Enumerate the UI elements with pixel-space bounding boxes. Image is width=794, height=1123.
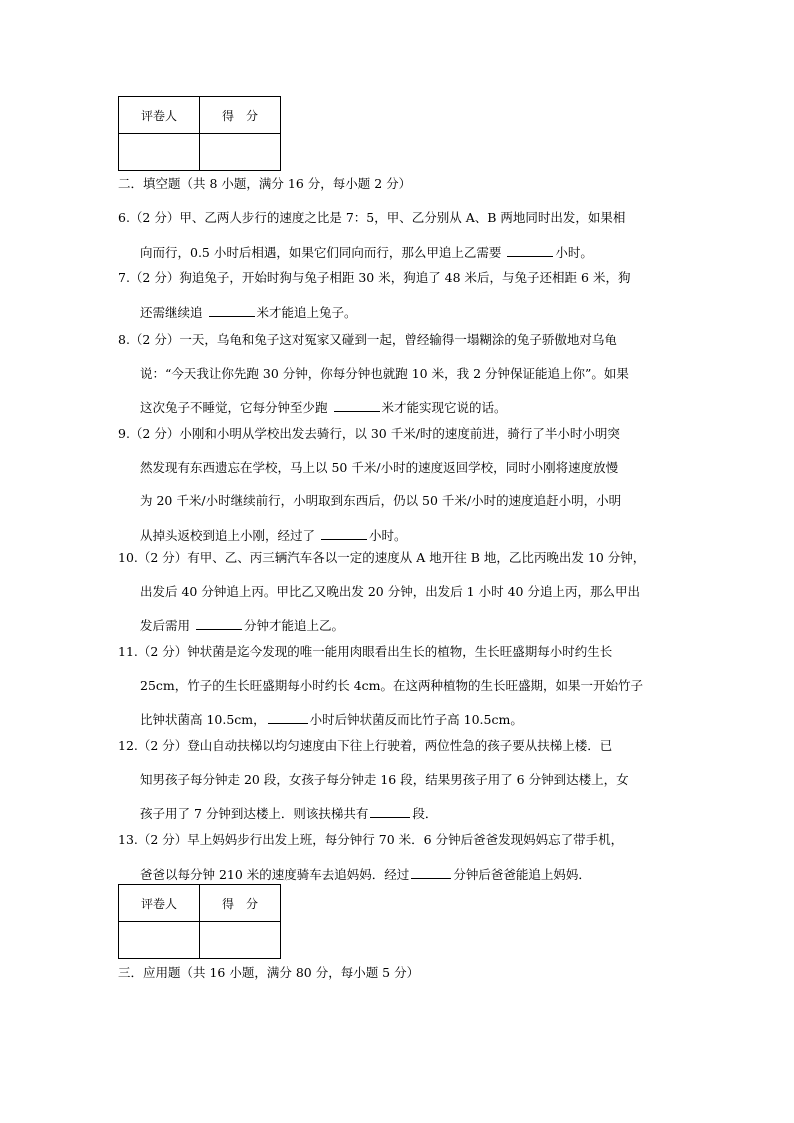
score-header: 得 分 bbox=[200, 885, 281, 922]
answer-blank[interactable] bbox=[268, 709, 308, 724]
answer-blank[interactable] bbox=[209, 302, 255, 317]
question-text: 小时。 bbox=[369, 527, 407, 543]
question-line: 8.（2 分）一天，乌龟和兔子这对冤家又碰到一起，曾经输得一塌糊涂的兔子骄傲地对乌龟 bbox=[118, 332, 617, 347]
score-header: 得 分 bbox=[200, 97, 281, 134]
question-line: 说：“今天我让你先跑 30 分钟，你每分钟也就跑 10 米，我 2 分钟保证能追上你”。如果 bbox=[140, 365, 629, 381]
question-line: 9.（2 分）小刚和小明从学校出发去骑行，以 30 千米/时的速度前进，骑行了半小时小明突 bbox=[118, 426, 620, 441]
question-line: 出发后 40 分钟追上丙。甲比乙又晚出发 20 分钟，出发后 1 小时 40 分追上丙，那么甲出 bbox=[140, 583, 640, 599]
question-7 bbox=[118, 268, 678, 335]
answer-blank[interactable] bbox=[370, 803, 410, 818]
question-text: 段． bbox=[412, 806, 438, 821]
question-text: 米才能实现它说的话。 bbox=[381, 400, 507, 415]
question-11 bbox=[118, 642, 678, 743]
score-cell bbox=[200, 922, 281, 959]
answer-blank[interactable] bbox=[411, 864, 451, 879]
question-text: 分钟才能追上乙。 bbox=[244, 618, 345, 633]
question-text: 分钟后爸爸能追上妈妈． bbox=[453, 866, 591, 882]
question-line: 11.（2 分）钟状菌是迄今发现的唯一能用肉眼看出生长的植物，生长旺盛期每小时约生长 bbox=[118, 644, 613, 659]
answer-blank[interactable] bbox=[507, 242, 553, 257]
answer-blank[interactable] bbox=[321, 525, 367, 540]
question-line: 25cm，竹子的生长旺盛期每小时约长 4cm。在这两种植物的生长旺盛期，如果一开始竹子 bbox=[140, 677, 644, 693]
score-cell bbox=[200, 134, 281, 171]
grader-header: 评卷人 bbox=[119, 97, 200, 134]
grader-cell bbox=[119, 134, 200, 171]
question-10 bbox=[118, 548, 678, 649]
question-line: 7.（2 分）狗追兔子，开始时狗与兔子相距 30 米，狗追了 48 米后，与兔子还相距 6 米，狗 bbox=[118, 270, 631, 285]
question-line: 13.（2 分）早上妈妈步行出发上班，每分钟行 70 米．6 分钟后爸爸发现妈妈忘了带手机， bbox=[118, 832, 624, 847]
question-line: 知男孩子每分钟走 20 段，女孩子每分钟走 16 段，结果男孩子用了 6 分钟到达楼上，女 bbox=[140, 771, 629, 787]
question-8 bbox=[118, 330, 678, 431]
question-9 bbox=[118, 424, 678, 558]
question-text: 爸爸以每分钟 210 米的速度骑车去追妈妈．经过 bbox=[140, 866, 410, 882]
question-line: 然发现有东西遗忘在学校，马上以 50 千米/小时的速度返回学校，同时小刚将速度放慢 bbox=[140, 459, 619, 475]
score-table-1 bbox=[118, 96, 281, 171]
question-text: 从掉头返校到追上小刚，经过了 bbox=[140, 527, 316, 543]
score-table-2 bbox=[118, 884, 281, 959]
grader-header: 评卷人 bbox=[119, 885, 200, 922]
question-12 bbox=[118, 736, 678, 837]
question-line: 6.（2 分）甲、乙两人步行的速度之比是 7：5，甲、乙分别从 A、B 两地同时出发，如果相 bbox=[118, 210, 626, 225]
question-text: 孩子用了 7 分钟到达楼上．则该扶梯共有 bbox=[140, 806, 369, 821]
question-text: 比钟状菌高 10.5cm， bbox=[140, 712, 266, 727]
question-text: 小时后钟状菌反而比竹子高 10.5cm。 bbox=[309, 712, 523, 727]
question-line: 12.（2 分）登山自动扶梯以均匀速度由下往上行驶着，两位性急的孩子要从扶梯上楼．已 bbox=[118, 738, 613, 753]
answer-blank[interactable] bbox=[334, 397, 380, 412]
section-3-title: 三．应用题（共 16 小题，满分 80 分，每小题 5 分） bbox=[118, 965, 420, 980]
question-6 bbox=[118, 208, 678, 275]
answer-blank[interactable] bbox=[196, 615, 242, 630]
question-text: 发后需用 bbox=[140, 618, 191, 633]
question-text: 小时。 bbox=[555, 244, 593, 260]
question-text: 米才能追上兔子。 bbox=[256, 304, 357, 320]
question-line: 为 20 千米/小时继续前行，小明取到东西后，仍以 50 千米/小时的速度追赶小明，小明 bbox=[140, 493, 622, 508]
question-text: 向而行，0.5 小时后相遇，如果它们同向而行，那么甲追上乙需要 bbox=[140, 244, 502, 260]
section-2-title: 二．填空题（共 8 小题，满分 16 分，每小题 2 分） bbox=[118, 176, 412, 191]
grader-cell bbox=[119, 922, 200, 959]
question-line: 10.（2 分）有甲、乙、丙三辆汽车各以一定的速度从 A 地开往 B 地，乙比丙晚出发 10 分钟， bbox=[118, 550, 646, 565]
question-text: 还需继续追 bbox=[140, 304, 203, 320]
question-text: 这次兔子不睡觉，它每分钟至少跑 bbox=[140, 400, 328, 415]
